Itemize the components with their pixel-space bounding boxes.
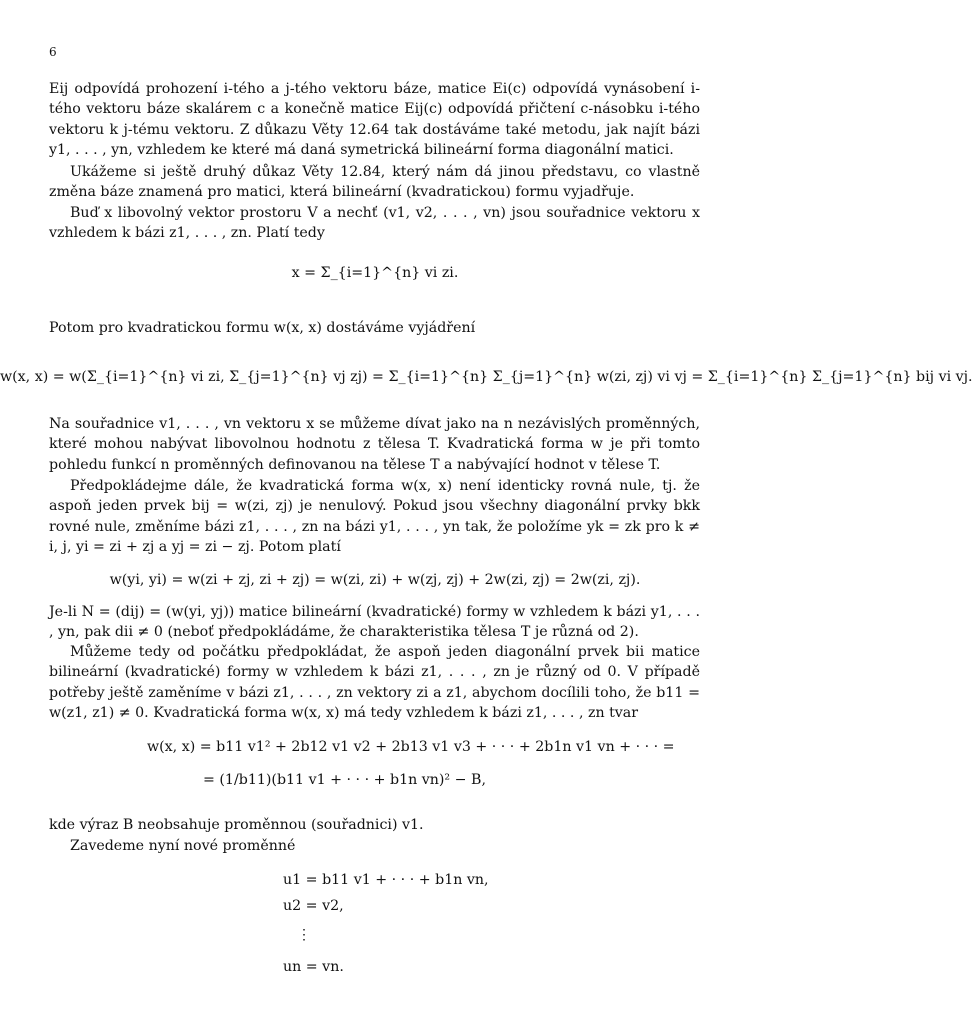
paragraph-3: Buď x libovolný vektor prostoru V a nechť (v1, v2, . . . , vn) jsou souřadnice vektoru x vzhledem k bázi z1, . . . , zn. Platí tedy (49, 205, 700, 242)
equation-5a: u1 = b11 v1 + · · · + b1n vn, (283, 872, 489, 888)
paragraph-5: Na souřadnice v1, . . . , vn vektoru x se můžeme dívat jako na n nezávislých proměnných, které mohou nabývat libovolnou hodnotu z tělesa T. Kvadratická forma w je při tomto pohledu funkcí n proměnných definovanou na tělese T a nabývající hodnot v tělese T. (49, 416, 700, 473)
page-number: 6 (49, 45, 57, 59)
equation-5d: un = vn. (283, 959, 344, 975)
paragraph-2: Ukážeme si ještě druhý důkaz Věty 12.84, který nám dá jinou představu, co vlastně změna báze znamená pro matici, která bilineární (kvadratickou) formu vyjadřuje. (49, 164, 700, 201)
paragraph-1: Eij odpovídá prohození i-tého a j-tého vektoru báze, matice Ei(c) odpovídá vynásobení i-tého vektoru báze skalárem c a konečně matice Eij(c) odpovídá přičtení c-násobku i-tého vektoru k j-tému vektoru. Z důkazu Věty 12.64 tak dostáváme také metodu, jak najít bázi y1, . . . , yn, vzhledem ke které má daná symetrická bilineární forma diagonální matici. (49, 81, 700, 159)
paragraph-7: Je-li N = (dij) = (w(yi, yj)) matice bilineární (kvadratické) formy w vzhledem k bázi y1, . . . , yn, pak dii ≠ 0 (neboť předpokládáme, že charakteristika tělesa T je různá od 2). (49, 604, 700, 641)
equation-4b: = (1/b11)(b11 v1 + · · · + b1n vn)² − B, (203, 772, 486, 788)
equation-3: w(yi, yi) = w(zi + zj, zi + zj) = w(zi, zi) + w(zj, zj) + 2w(zi, zj) = 2w(zi, zj). (109, 572, 641, 588)
equation-5c: ⋮ (297, 927, 312, 943)
paragraph-8: Můžeme tedy od počátku předpokládat, že aspoň jeden diagonální prvek bii matice bilineární (kvadratické) formy w vzhledem k bázi z1, . . . , zn je různý od 0. V případě potřeby ještě zaměníme v bázi z1, . . . , zn vektory zi a z1, abychom docílili toho, že b11 = w(z1, z1) ≠ 0. Kvadratická forma w(x, x) má tedy vzhledem k bázi z1, . . . , zn tvar (49, 644, 700, 722)
paragraph-4: Potom pro kvadratickou formu w(x, x) dostáváme vyjádření (49, 320, 476, 336)
equation-5b: u2 = v2, (283, 898, 344, 914)
paragraph-6: Předpokládejme dále, že kvadratická forma w(x, x) není identicky rovná nule, tj. že aspoň jeden prvek bij = w(zi, zj) je nenulový. Pokud jsou všechny diagonální prvky bkk rovné nule, změníme bázi z1, . . . , zn na bázi y1, . . . , yn tak, že položíme yk = zk pro k ≠ i, j, yi = zi + zj a yj = zi − zj. Potom platí (49, 478, 700, 556)
equation-2: w(x, x) = w(Σ_{i=1}^{n} vi zi, Σ_{j=1}^{n} vj zj) = Σ_{i=1}^{n} Σ_{j=1}^{n} w(zi, zj) vi vj = Σ_{i=1}^{n} Σ_{j=1}^{n} bij vi vj. (0, 369, 973, 385)
paragraph-9: kde výraz B neobsahuje proměnnou (souřadnici) v1. (49, 817, 424, 833)
equation-1: x = Σ_{i=1}^{n} vi zi. (291, 265, 459, 281)
equation-4a: w(x, x) = b11 v1² + 2b12 v1 v2 + 2b13 v1 v3 + · · · + 2b1n v1 vn + · · · = (147, 739, 675, 755)
paragraph-10: Zavedeme nyní nové proměnné (70, 838, 296, 854)
